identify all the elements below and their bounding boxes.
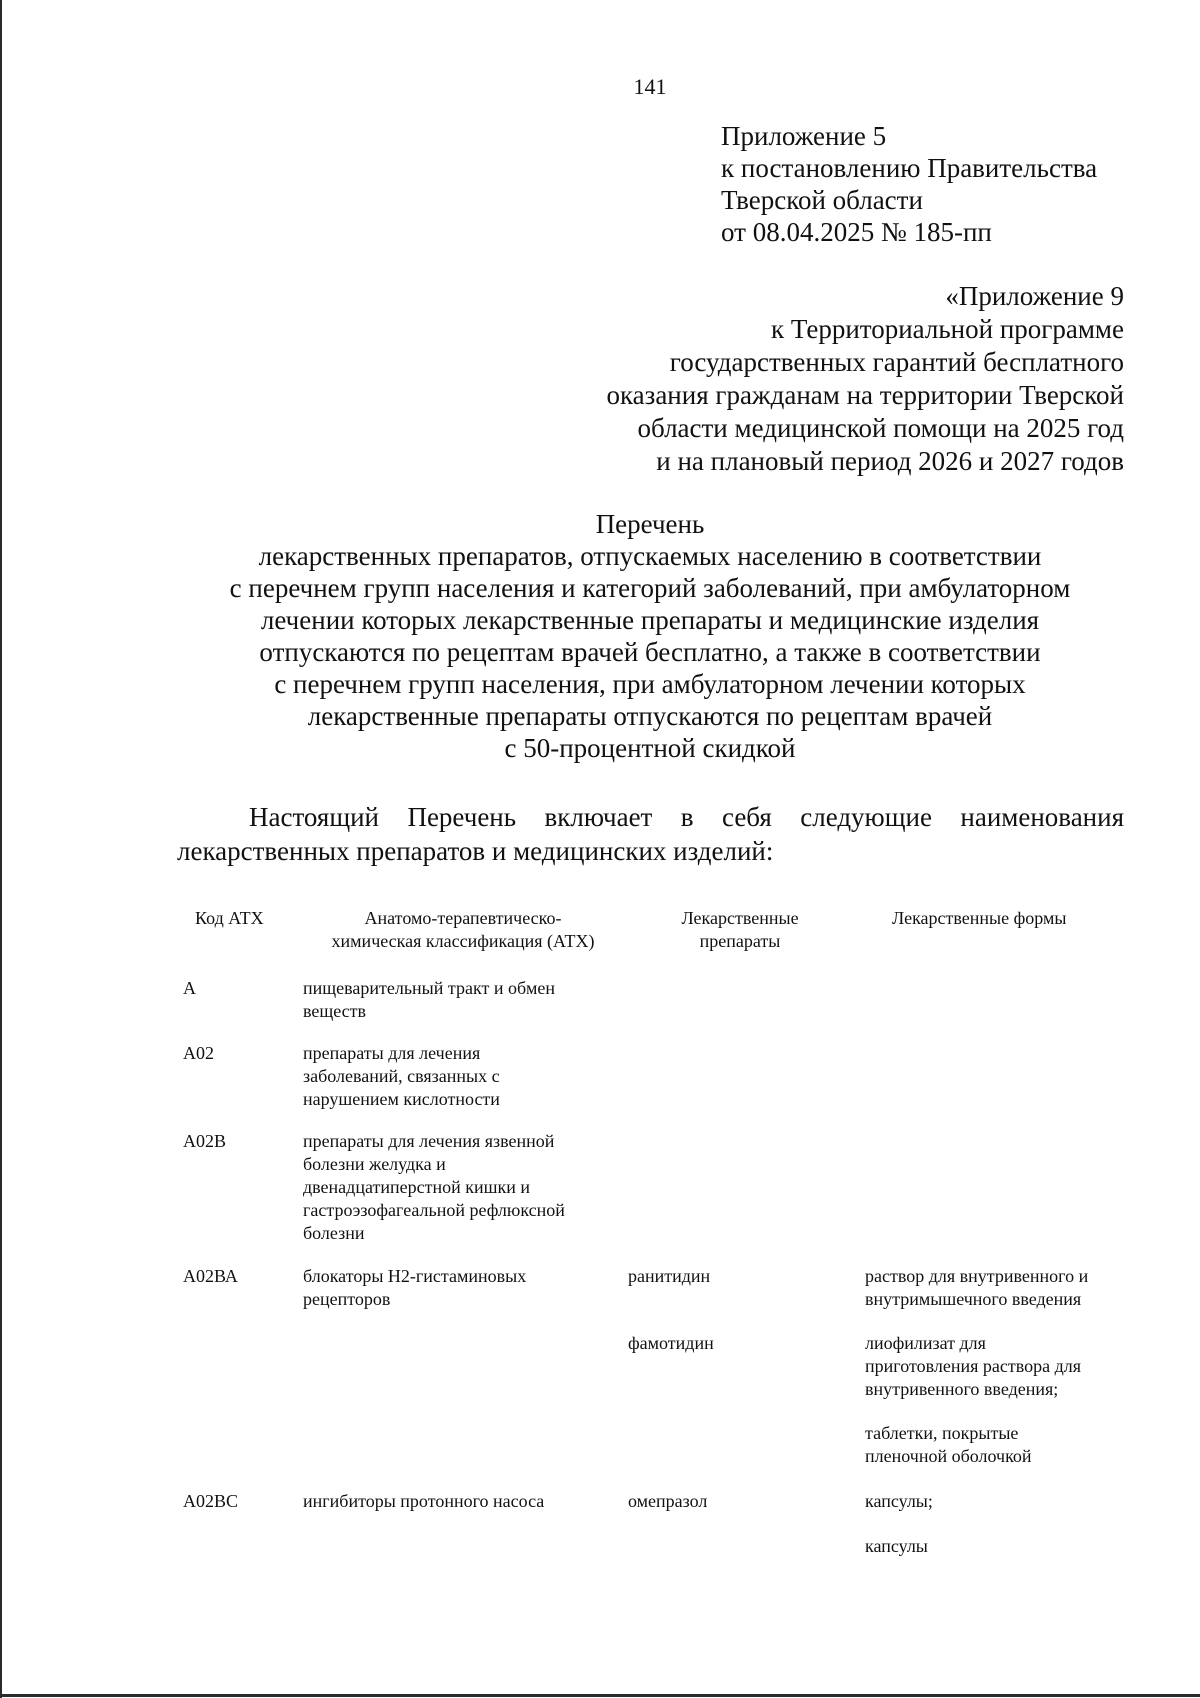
row-atc-line: препараты для лечения: [303, 1043, 481, 1063]
row-forms-line: лиофилизат для: [865, 1333, 986, 1353]
row-forms-line: пленочной оболочкой: [865, 1446, 1032, 1466]
row-atc: [303, 1490, 544, 1513]
row-forms-line: раствор для внутривенного и: [865, 1266, 1089, 1286]
appendix-9-line: области медицинской помощи на 2025 год: [637, 413, 1124, 443]
intro-line: Настоящий Перечень включает в себя следующие наименования: [249, 802, 1124, 832]
row-atc: [303, 1042, 500, 1111]
appendix-9-line: и на плановый период 2026 и 2027 годов: [656, 446, 1124, 476]
row-forms-line: внутримышечного введения: [865, 1289, 1082, 1309]
row-code: А02ВС: [183, 1491, 239, 1511]
appendix-5-line: Тверской области: [721, 185, 923, 215]
row-drug: ранитидин: [628, 1266, 711, 1286]
row-drug: омепразол: [628, 1491, 708, 1511]
row-forms-line: таблетки, покрытые: [865, 1423, 1019, 1443]
appendix-9-line: «Приложение 9: [945, 281, 1124, 311]
row-atc-line: болезни: [303, 1223, 365, 1243]
appendix-9-line: к Территориальной программе: [771, 314, 1124, 344]
row-code: А02ВА: [183, 1266, 238, 1286]
row-forms: [865, 1332, 1081, 1401]
row-code: А02: [183, 1043, 214, 1063]
row-code: А: [183, 978, 196, 998]
header-code: Код АТХ: [195, 908, 264, 928]
appendix-9-line: государственных гарантий бесплатного: [669, 347, 1124, 377]
title-line: отпускаются по рецептам врачей бесплатно, а также в соответствии: [259, 637, 1041, 667]
header-atc: [308, 907, 618, 953]
header-atc-line: Анатомо-терапевтическо-: [364, 908, 562, 928]
row-atc-line: двенадцатиперстной кишки и: [303, 1177, 530, 1197]
intro-line: лекарственных препаратов и медицинских изделий:: [177, 836, 774, 866]
row-forms: [865, 1265, 1088, 1311]
row-atc-line: болезни желудка и: [303, 1154, 446, 1174]
title-line: с перечнем групп населения, при амбулаторном лечении которых: [274, 669, 1026, 699]
header-drugs-line: препараты: [699, 931, 781, 951]
appendix-5-line: Приложение 5: [721, 121, 887, 151]
row-atc-line: ингибиторы протонного насоса: [303, 1491, 545, 1511]
row-forms-line: капсулы;: [865, 1491, 933, 1511]
appendix-5-line: от 08.04.2025 № 185-пп: [721, 217, 992, 247]
row-atc-line: заболеваний, связанных с: [303, 1066, 500, 1086]
row-forms-line: капсулы: [865, 1536, 928, 1556]
row-atc-line: веществ: [303, 1001, 367, 1021]
row-atc: [303, 977, 555, 1023]
row-atc: [303, 1265, 526, 1311]
row-atc-line: пищеварительный тракт и обмен: [303, 978, 555, 998]
title-line: лекарственные препараты отпускаются по рецептам врачей: [307, 701, 993, 731]
row-atc-line: препараты для лечения язвенной: [303, 1131, 555, 1151]
page-number: 141: [633, 74, 667, 99]
row-forms-line: приготовления раствора для: [865, 1356, 1081, 1376]
title-line: лекарственных препаратов, отпускаемых населению в соответствии: [258, 541, 1042, 571]
header-forms: Лекарственные формы: [892, 908, 1067, 928]
row-forms: [865, 1490, 933, 1513]
header-atc-line: химическая классификация (АТХ): [331, 931, 595, 951]
title-line: лечении которых лекарственные препараты и медицинские изделия: [260, 605, 1040, 635]
row-forms: [865, 1535, 928, 1558]
row-drug: фамотидин: [628, 1333, 714, 1353]
appendix-9-line: оказания гражданам на территории Тверской: [606, 380, 1124, 410]
row-atc-line: нарушением кислотности: [303, 1089, 500, 1109]
title-line: с 50-процентной скидкой: [504, 733, 796, 763]
row-atc-line: гастроэзофагеальной рефлюксной: [303, 1200, 565, 1220]
title-heading: Перечень: [595, 509, 705, 539]
row-forms-line: внутривенного введения;: [865, 1379, 1059, 1399]
row-atc-line: рецепторов: [303, 1289, 391, 1309]
title-line: с перечнем групп населения и категорий заболеваний, при амбулаторном: [229, 573, 1071, 603]
row-code: А02В: [183, 1131, 227, 1151]
header-drugs: [655, 907, 825, 953]
appendix-5-line: к постановлению Правительства: [721, 153, 1098, 183]
row-atc-line: блокаторы Н2-гистаминовых: [303, 1266, 527, 1286]
row-atc: [303, 1130, 565, 1245]
row-forms: [865, 1422, 1032, 1468]
header-drugs-line: Лекарственные: [681, 908, 799, 928]
